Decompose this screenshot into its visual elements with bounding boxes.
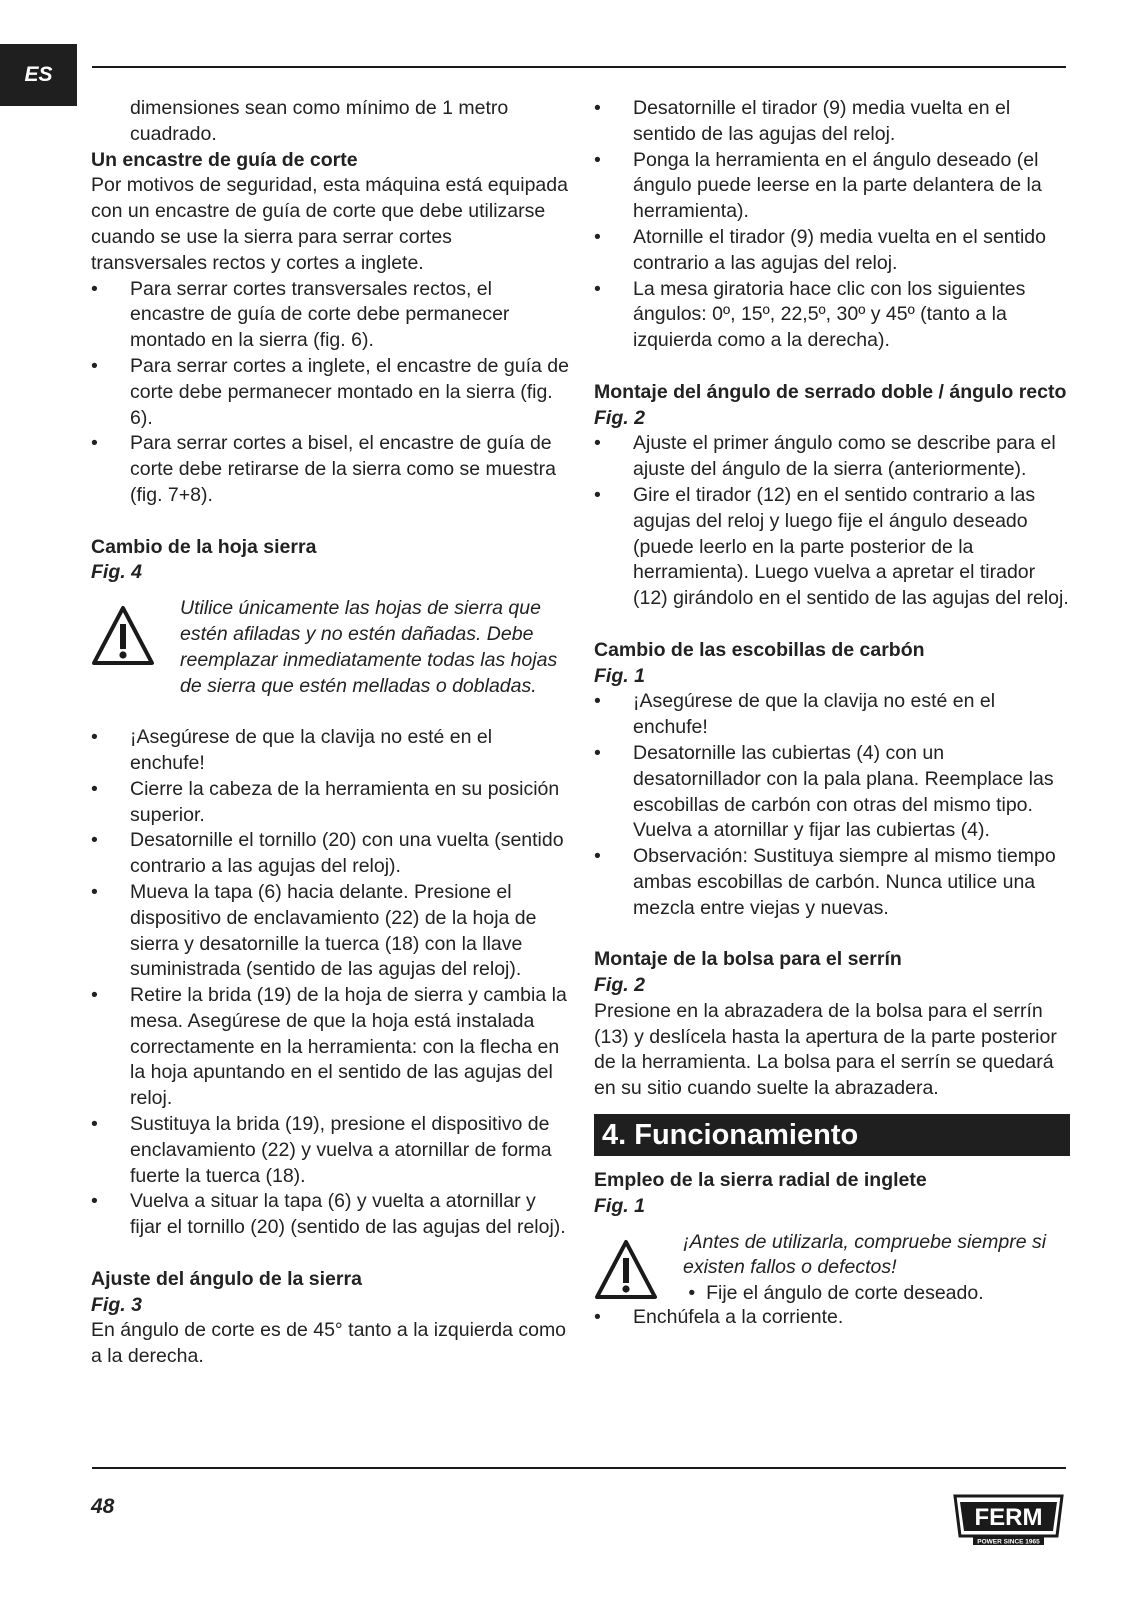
bottom-rule — [92, 1467, 1066, 1469]
bag-fig-ref: Fig. 2 — [594, 974, 645, 997]
list-item: Fije el ángulo de corte deseado. — [706, 1282, 984, 1305]
section-heading: 4. Funcionamiento — [594, 1114, 1070, 1156]
list-item: • Enchúfela a la corriente. — [594, 1305, 1070, 1331]
guide-bullet-list — [91, 277, 569, 509]
right-column — [594, 96, 1070, 1331]
language-tab — [0, 44, 77, 106]
use-bullet-list — [594, 1305, 1070, 1331]
blade-heading: Cambio de la hoja sierra — [91, 535, 317, 558]
use-warning-block — [683, 1230, 1070, 1307]
use-fig-ref: Fig. 1 — [594, 1194, 645, 1217]
bag-text: Presione en la abrazadera de la bolsa para el serrín (13) y deslícela hasta la apertura de la parte posterior de la herramienta. La bolsa para el serrín se quedará en su sitio cuando suelte la abrazadera. — [594, 999, 1057, 1100]
left-column — [91, 96, 569, 1370]
use-heading: Empleo de la sierra radial de inglete — [594, 1169, 927, 1192]
list-item: • Para serrar cortes a bisel, el encastre de guía de corte debe retirarse de la sierra como se muestra (fig. 7+8). — [91, 431, 569, 508]
guide-text: Por motivos de seguridad, esta máquina está equipada con un encastre de guía de corte que debe utilizarse cuando se use la sierra para serrar cortes transversales rectos y cortes a inglete. — [91, 174, 568, 274]
use-warning-bullet: • Fije el ángulo de corte deseado. — [683, 1282, 984, 1305]
list-item: • Desatornille el tornillo (20) con una vuelta (sentido contrario a las agujas del reloj). — [91, 828, 569, 880]
list-item: • Gire el tirador (12) en el sentido contrario a las agujas del reloj y luego fije el ángulo deseado (puede leerlo en la parte posterior de la herramienta). Luego vuelva a apretar el tirador (12) girándolo en el sentido de las agujas del reloj. — [594, 483, 1070, 612]
list-item: • Para serrar cortes a inglete, el encastre de guía de corte debe permanecer montado en la sierra (fig. 6). — [91, 354, 569, 431]
bag-heading: Montaje de la bolsa para el serrín — [594, 948, 902, 971]
logo-brand: FERM — [974, 1504, 1043, 1531]
language-label: ES — [24, 63, 53, 86]
list-item: • Desatornille las cubiertas (4) con un desatornillador con la pala plana. Reemplace las escobillas de carbón con otras del mismo tipo. Vuelva a atornillar y fijar las cubiertas (4). — [594, 741, 1070, 844]
double-angle-heading: Montaje del ángulo de serrado doble / ángulo recto — [594, 380, 1067, 403]
angle-bullet-list — [594, 96, 1070, 354]
brush-fig-ref: Fig. 1 — [594, 664, 645, 687]
list-item: • ¡Asegúrese de que la clavija no esté en el enchufe! — [91, 725, 569, 777]
list-item: • Sustituya la brida (19), presione el dispositivo de enclavamiento (22) y vuelva a atornillar de forma fuerte la tuerca (18). — [91, 1112, 569, 1189]
use-warning-text: ¡Antes de utilizarla, compruebe siempre si existen fallos o defectos! — [683, 1230, 1047, 1279]
brush-bullet-list — [594, 689, 1070, 921]
blade-warning — [91, 596, 569, 699]
logo-tagline: POWER SINCE 1965 — [977, 1538, 1040, 1546]
warning-icon — [91, 604, 155, 668]
brush-heading: Cambio de las escobillas de carbón — [594, 638, 925, 661]
list-item: • Retire la brida (19) de la hoja de sierra y cambia la mesa. Asegúrese de que la hoja está instalada correctamente en la herramienta: con la flecha en la hoja apuntando en el sentido de las agujas del reloj. — [91, 983, 569, 1112]
warning-icon — [594, 1238, 658, 1302]
list-item: • Desatornille el tirador (9) media vuelta en el sentido de las agujas del reloj. — [594, 96, 1070, 148]
list-item: • Observación: Sustituya siempre al mismo tiempo ambas escobillas de carbón. Nunca utilice una mezcla entre viejas y nuevas. — [594, 844, 1070, 921]
list-item: • Vuelva a situar la tapa (6) y vuelta a atornillar y fijar el tornillo (20) (sentido de las agujas del reloj). — [91, 1189, 569, 1241]
list-item: • Para serrar cortes transversales rectos, el encastre de guía de corte debe permanecer montado en la sierra (fig. 6). — [91, 277, 569, 354]
blade-bullet-list — [91, 725, 569, 1241]
double-angle-fig-ref: Fig. 2 — [594, 406, 645, 429]
ferm-logo — [951, 1494, 1066, 1546]
double-angle-bullet-list — [594, 431, 1070, 612]
list-item: • Ponga la herramienta en el ángulo deseado (el ángulo puede leerse en la parte delantera de la herramienta). — [594, 148, 1070, 225]
intro-continuation: dimensiones sean como mínimo de 1 metro cuadrado. — [130, 97, 509, 145]
list-item: • ¡Asegúrese de que la clavija no esté en el enchufe! — [594, 689, 1070, 741]
list-item: • Mueva la tapa (6) hacia delante. Presione el dispositivo de enclavamiento (22) de la hoja de sierra y desatornille la tuerca (18) con la llave suministrada (sentido de las agujas del reloj). — [91, 880, 569, 983]
guide-heading: Un encastre de guía de corte — [91, 148, 358, 171]
list-item: • Ajuste el primer ángulo como se describe para el ajuste del ángulo de la sierra (anteriormente). — [594, 431, 1070, 483]
use-warning — [594, 1230, 1070, 1307]
page-number: 48 — [91, 1495, 115, 1518]
blade-fig-ref: Fig. 4 — [91, 561, 142, 584]
angle-text: En ángulo de corte es de 45° tanto a la izquierda como a la derecha. — [91, 1319, 567, 1368]
blade-warning-text: Utilice únicamente las hojas de sierra que estén afiladas y no estén dañadas. Debe reemplazar inmediatamente todas las hojas de sierra que estén melladas o dobladas. — [180, 597, 558, 697]
angle-fig-ref: Fig. 3 — [91, 1293, 142, 1316]
list-item: • Atornille el tirador (9) media vuelta en el sentido contrario a las agujas del reloj. — [594, 225, 1070, 277]
angle-heading: Ajuste del ángulo de la sierra — [91, 1267, 362, 1290]
list-item: • Cierre la cabeza de la herramienta en su posición superior. — [91, 777, 569, 829]
list-item: • La mesa giratoria hace clic con los siguientes ángulos: 0º, 15º, 22,5º, 30º y 45º (tanto a la izquierda como a la derecha). — [594, 277, 1070, 354]
top-rule — [92, 66, 1066, 68]
